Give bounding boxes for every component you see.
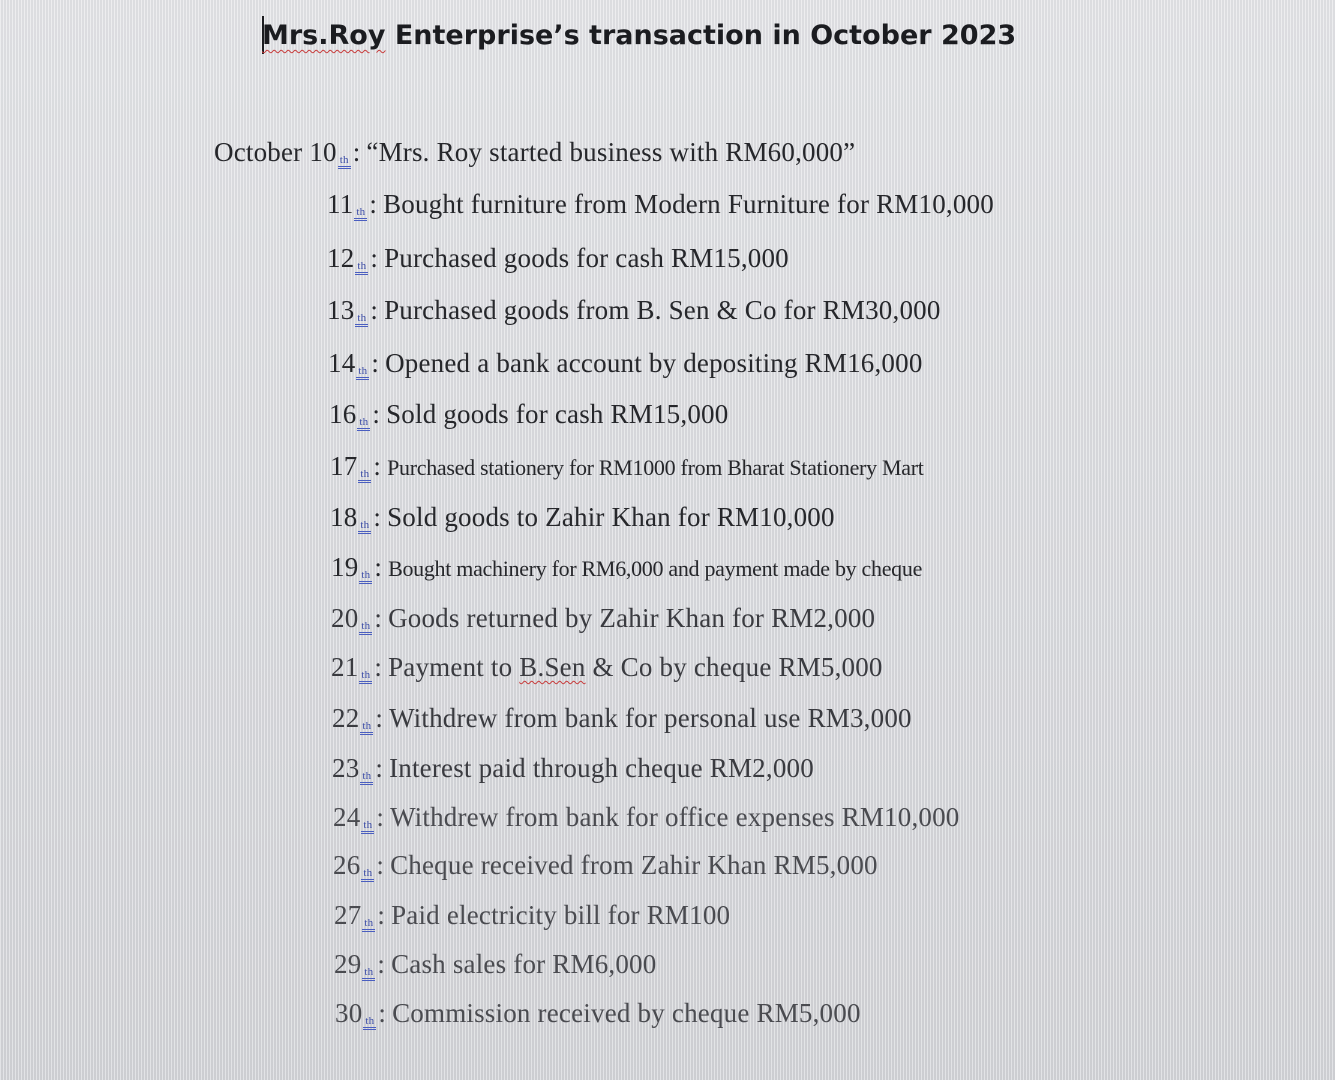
entry-day: 24 <box>333 802 361 832</box>
entry-suffix: th <box>359 570 372 584</box>
entry-description: “Mrs. Roy started business with RM60,000” <box>366 137 856 167</box>
transaction-entry-10[interactable] <box>214 136 855 168</box>
entry-colon: : <box>378 998 387 1028</box>
transaction-entry-11[interactable] <box>327 188 994 220</box>
entry-suffix: th <box>356 366 369 380</box>
entry-colon: : <box>376 802 385 832</box>
entry-suffix: th <box>361 868 374 882</box>
entry-day: 23 <box>332 753 360 783</box>
entry-day: 26 <box>333 850 361 880</box>
entry-colon: : <box>374 603 383 633</box>
entry-colon: : <box>372 399 381 429</box>
entry-description: Sold goods to Zahir Khan for RM10,000 <box>387 502 835 532</box>
entry-description-part: & Co by cheque RM5,000 <box>585 652 883 682</box>
entry-suffix: th <box>362 967 375 981</box>
entry-day: 22 <box>332 703 360 733</box>
entry-colon: : <box>373 502 382 532</box>
transaction-entry-12[interactable] <box>327 242 789 274</box>
entry-description: Withdrew from bank for office expenses RM10,000 <box>390 802 960 832</box>
entry-colon: : <box>374 652 383 682</box>
entry-suffix: th <box>359 670 372 684</box>
entry-day: 14 <box>328 348 356 378</box>
entry-suffix: th <box>355 313 368 327</box>
entry-description: Purchased goods from B. Sen & Co for RM30,000 <box>384 295 941 325</box>
transaction-entry-26[interactable] <box>333 849 878 881</box>
transaction-entry-21[interactable] <box>331 651 883 683</box>
entry-colon: : <box>371 348 380 378</box>
title-name: Mrs.Roy <box>262 20 386 51</box>
entry-suffix: th <box>358 469 371 483</box>
entry-description-part: Payment to <box>388 652 520 682</box>
entry-description: Bought machinery for RM6,000 and payment made by cheque <box>388 556 923 581</box>
entry-suffix: th <box>360 721 373 735</box>
entry-day: 18 <box>330 502 358 532</box>
entry-description: Cash sales for RM6,000 <box>391 949 657 979</box>
entry-day: 13 <box>327 295 355 325</box>
entry-suffix: th <box>355 261 368 275</box>
entry-colon: : <box>352 137 361 167</box>
entry-colon: : <box>377 900 386 930</box>
transaction-entry-27[interactable] <box>334 899 730 931</box>
transaction-entry-20[interactable] <box>331 602 875 634</box>
entry-suffix: th <box>361 820 374 834</box>
entry-day: 21 <box>331 652 359 682</box>
entry-suffix: th <box>363 1016 376 1030</box>
entry-day: 27 <box>334 900 362 930</box>
entry-description: Interest paid through cheque RM2,000 <box>389 753 814 783</box>
transaction-entry-17[interactable] <box>330 450 924 482</box>
entry-suffix: th <box>360 771 373 785</box>
entry-colon: : <box>377 949 386 979</box>
entry-suffix: th <box>362 918 375 932</box>
entry-colon: : <box>369 189 378 219</box>
entry-description-misspelled: B.Sen <box>519 652 586 682</box>
transaction-entry-30[interactable] <box>335 997 861 1029</box>
entry-description: Commission received by cheque RM5,000 <box>392 998 861 1028</box>
entry-colon: : <box>370 243 379 273</box>
entry-colon: : <box>375 753 384 783</box>
entry-day: 20 <box>331 603 359 633</box>
entry-suffix: th <box>358 520 371 534</box>
entry-description: Purchased stationery for RM1000 from Bharat Stationery Mart <box>387 455 924 480</box>
entry-description: Sold goods for cash RM15,000 <box>386 399 729 429</box>
entry-description: Cheque received from Zahir Khan RM5,000 <box>390 850 878 880</box>
transaction-entry-18[interactable] <box>330 501 835 533</box>
entry-day: 29 <box>334 949 362 979</box>
entry-colon: : <box>370 295 379 325</box>
entry-suffix: th <box>354 207 367 221</box>
entry-colon: : <box>376 850 385 880</box>
transaction-entry-16[interactable] <box>329 398 728 430</box>
entry-colon: : <box>375 703 384 733</box>
entry-month-label: October <box>214 137 310 167</box>
entry-day: 16 <box>329 399 357 429</box>
entry-description: Paid electricity bill for RM100 <box>391 900 731 930</box>
entry-description <box>388 652 883 682</box>
transaction-entry-22[interactable] <box>332 702 912 734</box>
transaction-entry-24[interactable] <box>333 801 960 833</box>
entry-colon: : <box>373 451 382 481</box>
entry-day: 17 <box>330 451 358 481</box>
transaction-entry-29[interactable] <box>334 948 656 980</box>
transaction-entry-14[interactable] <box>328 347 923 379</box>
entry-day: 30 <box>335 998 363 1028</box>
entry-description: Withdrew from bank for personal use RM3,000 <box>389 703 912 733</box>
entry-colon: : <box>374 552 383 582</box>
entry-description: Opened a bank account by depositing RM16,000 <box>385 348 923 378</box>
entry-day: 19 <box>331 552 359 582</box>
entry-description: Goods returned by Zahir Khan for RM2,000 <box>388 603 876 633</box>
transaction-entry-19[interactable] <box>331 551 922 583</box>
entry-suffix: th <box>338 155 351 169</box>
entry-day: 10 <box>309 137 337 167</box>
transaction-entry-23[interactable] <box>332 752 814 784</box>
entry-day: 12 <box>327 243 355 273</box>
entry-description: Bought furniture from Modern Furniture for RM10,000 <box>383 189 994 219</box>
entry-suffix: th <box>357 417 370 431</box>
title-rest: Enterprise’s transaction in October 2023 <box>385 20 1017 51</box>
entry-description: Purchased goods for cash RM15,000 <box>384 243 789 273</box>
transaction-entry-13[interactable] <box>327 294 941 326</box>
entry-day: 11 <box>327 189 354 219</box>
entry-suffix: th <box>359 621 372 635</box>
